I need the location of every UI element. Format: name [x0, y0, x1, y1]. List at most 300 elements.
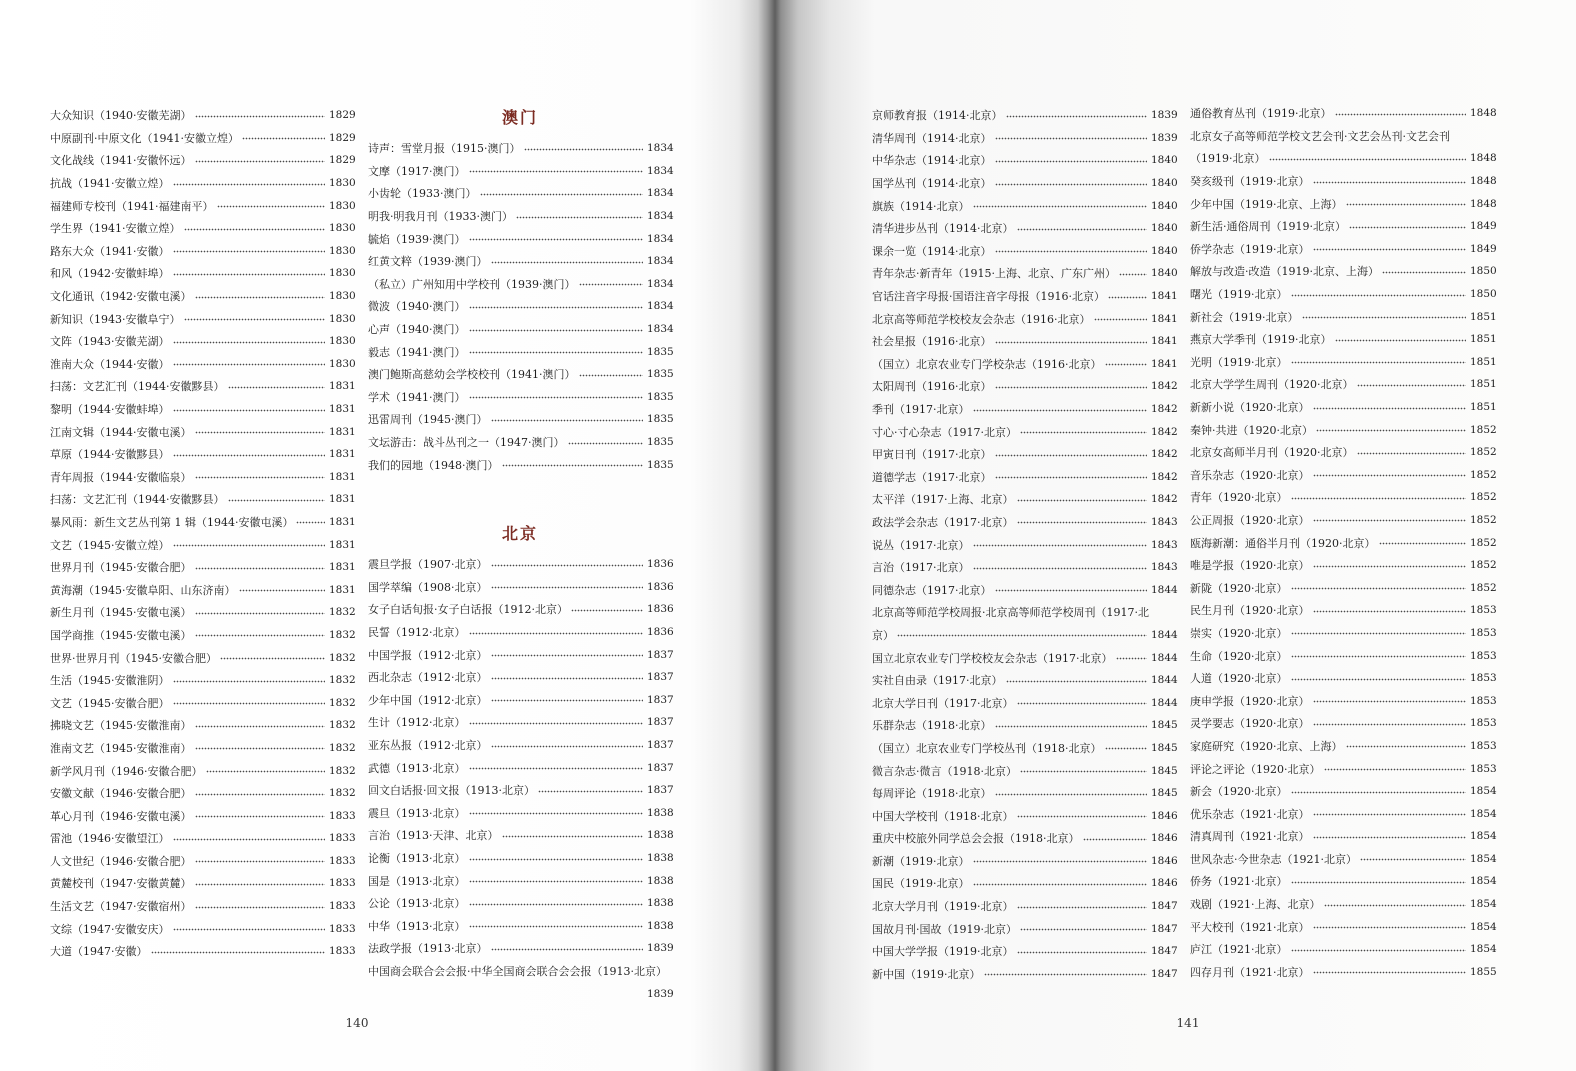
entry-title: 同德杂志（1917·北京） — [872, 583, 992, 597]
entry-title: 少年中国（1912·北京） — [368, 693, 488, 707]
entry-line — [1190, 644, 1495, 667]
index-entry — [872, 172, 1176, 195]
entry-title: 家庭研究（1920·北京、上海） — [1190, 739, 1343, 753]
entry-line — [50, 353, 354, 376]
entry-page-ref: 1842 — [1151, 448, 1178, 461]
entry-line — [872, 782, 1176, 805]
entry-line — [1190, 441, 1495, 464]
entry-title: 解放与改造·改造（1919·北京、上海） — [1190, 265, 1379, 279]
entry-title: 新中国（1919·北京） — [872, 967, 981, 981]
dot-leader — [1291, 678, 1467, 681]
entry-line — [872, 466, 1176, 489]
entry-page-ref: 1834 — [647, 255, 674, 268]
entry-title: 文阵（1943·安徽芜湖） — [50, 335, 170, 349]
entry-line — [50, 804, 354, 827]
entry-line — [872, 127, 1176, 150]
dot-leader — [984, 973, 1148, 976]
entry-line — [50, 737, 354, 760]
entry-title: 寸心·寸心杂志（1917·北京） — [872, 425, 1017, 439]
dot-leader — [571, 609, 643, 612]
entry-line — [872, 669, 1176, 692]
dot-leader — [579, 374, 644, 377]
dot-leader — [995, 793, 1148, 796]
entry-page-ref: 1832 — [329, 674, 356, 687]
dot-leader — [220, 657, 325, 660]
entry-line — [872, 353, 1176, 376]
entry-title: 乐群杂志（1918·北京） — [872, 719, 992, 733]
entry-title: 清真周刊（1921·北京） — [1190, 830, 1310, 844]
index-entry — [50, 578, 354, 601]
entry-title: 毅志（1941·澳门） — [368, 345, 466, 359]
index-entry — [50, 194, 354, 217]
index-entry — [50, 217, 354, 240]
index-entry — [1190, 373, 1495, 396]
index-entry — [368, 779, 672, 802]
entry-line — [1190, 509, 1495, 532]
entry-title: 生计（1912·北京） — [368, 716, 466, 730]
entry-page-ref: 1852 — [1470, 491, 1497, 504]
entry-line — [1190, 396, 1495, 419]
index-entry — [872, 127, 1176, 150]
dot-leader — [469, 170, 644, 173]
entry-page-ref: 1853 — [1470, 762, 1497, 775]
entry-page-ref: 1832 — [329, 741, 356, 754]
entry-title: 拂晓文艺（1945·安徽淮南） — [50, 719, 192, 733]
entry-line — [872, 307, 1176, 330]
dot-leader — [1017, 521, 1148, 524]
entry-line — [50, 850, 354, 873]
index-entry — [368, 937, 672, 960]
entry-line — [1190, 125, 1495, 148]
entry-page-ref: 1852 — [1470, 423, 1497, 436]
entry-title: 中国学报（1912·北京） — [368, 648, 488, 662]
index-entry — [872, 872, 1176, 895]
index-entry — [872, 533, 1176, 556]
entry-line — [368, 643, 672, 666]
entry-title: 旗族（1914·北京） — [872, 199, 970, 213]
entry-title: 青年杂志·新青年（1915·上海、北京、广东广州） — [872, 267, 1116, 281]
entry-page-ref: 1853 — [1470, 626, 1497, 639]
entry-line — [872, 827, 1176, 850]
entry-page-ref: 1847 — [1151, 967, 1178, 980]
entry-page-ref: 1835 — [647, 345, 674, 358]
entry-line — [50, 511, 354, 534]
entry-line — [872, 240, 1176, 263]
entry-page-ref: 1854 — [1470, 830, 1497, 843]
entry-page-ref: 1842 — [1151, 493, 1178, 506]
entry-line — [872, 940, 1176, 963]
entry-title: 癸亥级刊（1919·北京） — [1190, 175, 1310, 189]
dot-leader — [173, 363, 326, 366]
entry-page-ref: 1844 — [1151, 651, 1178, 664]
index-entry — [50, 262, 354, 285]
entry-line — [50, 533, 354, 556]
entry-page-ref: 1831 — [329, 448, 356, 461]
dot-leader — [491, 699, 644, 702]
entry-line — [50, 466, 354, 489]
entry-page-ref: 1854 — [1470, 875, 1497, 888]
entry-page-ref: 1830 — [329, 222, 356, 235]
entry-title: 世风杂志·今世杂志（1921·北京） — [1190, 852, 1357, 866]
entry-line — [872, 488, 1176, 511]
entry-title: 甲寅日刊（1917·北京） — [872, 448, 992, 462]
index-entry — [368, 711, 672, 734]
entry-title: 人道（1920·北京） — [1190, 672, 1288, 686]
entry-title: 黄麓校刊（1947·安徽黄麓） — [50, 877, 192, 891]
entry-line — [368, 598, 672, 621]
entry-page-ref: 1843 — [1151, 561, 1178, 574]
entry-title: 大众知识（1940·安徽芜湖） — [50, 109, 192, 123]
index-entry — [872, 714, 1176, 737]
index-entry — [368, 824, 672, 847]
entry-page-ref: 1844 — [1151, 583, 1178, 596]
entry-line — [872, 511, 1176, 534]
index-entry — [368, 576, 672, 599]
index-entry — [50, 353, 354, 376]
index-entry — [872, 556, 1176, 579]
entry-page-ref: 1834 — [647, 142, 674, 155]
entry-line — [872, 601, 1176, 624]
entry-line — [50, 646, 354, 669]
entry-title: 文坛游击：战斗丛刊之一（1947·澳门） — [368, 436, 565, 450]
dot-leader — [1324, 904, 1467, 907]
entry-page-ref: 1842 — [1151, 425, 1178, 438]
entry-page-ref: 1833 — [329, 945, 356, 958]
entry-page-ref: 1830 — [329, 335, 356, 348]
entry-page-ref: 1851 — [1470, 310, 1497, 323]
entry-title: 心声（1940·澳门） — [368, 323, 466, 337]
dot-leader — [1313, 474, 1467, 477]
entry-page-ref: 1853 — [1470, 649, 1497, 662]
entry-title: 平大校刊（1921·北京） — [1190, 920, 1310, 934]
entry-line — [50, 127, 354, 150]
entry-line — [50, 443, 354, 466]
entry-page-ref: 1835 — [647, 390, 674, 403]
index-entry — [1190, 215, 1495, 238]
entry-line — [50, 420, 354, 443]
dot-leader — [1313, 248, 1467, 251]
index-entry — [1190, 192, 1495, 215]
dot-leader — [973, 883, 1148, 886]
entry-page-ref: 1847 — [1151, 945, 1178, 958]
dot-leader — [469, 238, 644, 241]
entry-page-ref: 1833 — [329, 922, 356, 935]
entry-page-ref: 1830 — [329, 267, 356, 280]
dot-leader — [491, 261, 644, 264]
dot-leader — [973, 544, 1148, 547]
entry-line — [50, 217, 354, 240]
index-entry — [1190, 509, 1495, 532]
index-entry — [1190, 915, 1495, 938]
index-entry — [50, 691, 354, 714]
index-entry — [50, 782, 354, 805]
entry-title: 评论之评论（1920·北京） — [1190, 762, 1321, 776]
entry-title: 新知识（1943·安徽阜宁） — [50, 312, 181, 326]
entry-line — [872, 285, 1176, 308]
entry-page-ref: 1852 — [1470, 559, 1497, 572]
dot-leader — [1313, 836, 1467, 839]
entry-page-ref: 1830 — [329, 177, 356, 190]
entry-page-ref: 1845 — [1151, 764, 1178, 777]
entry-page-ref: 1848 — [1470, 175, 1497, 188]
entry-title: 北京高等师范学校周报·北京高等师范学校周刊（1917·北 — [872, 606, 1149, 620]
dot-leader — [469, 767, 644, 770]
entry-line — [368, 227, 672, 250]
index-entry — [1190, 351, 1495, 374]
dot-leader — [151, 951, 326, 954]
entry-title: 草原（1944·安徽黟县） — [50, 448, 170, 462]
entry-page-ref: 1842 — [1151, 403, 1178, 416]
entry-line — [368, 453, 672, 476]
dot-leader — [568, 442, 644, 445]
entry-page-ref: 1844 — [1151, 674, 1178, 687]
entry-title: 新陇（1920·北京） — [1190, 581, 1288, 595]
dot-leader — [1020, 431, 1147, 434]
index-entry — [50, 307, 354, 330]
entry-title: 社会星报（1916·北京） — [872, 335, 992, 349]
entry-title: 公正周报（1920·北京） — [1190, 513, 1310, 527]
index-entry — [50, 737, 354, 760]
dot-leader — [1313, 926, 1467, 929]
index-entry — [872, 420, 1176, 443]
index-entry — [872, 375, 1176, 398]
entry-title: 文化战线（1941·安徽怀远） — [50, 154, 192, 168]
entry-page-ref: 1851 — [1470, 401, 1497, 414]
dot-leader — [1291, 655, 1467, 658]
entry-title: （国立）北京农业专门学校杂志（1916·北京） — [872, 357, 1102, 371]
entry-title: 清华周刊（1914·北京） — [872, 131, 992, 145]
entry-line — [1190, 147, 1495, 170]
entry-line — [50, 149, 354, 172]
entry-title: 崇实（1920·北京） — [1190, 626, 1288, 640]
dot-leader — [1017, 228, 1148, 231]
dot-leader — [1346, 745, 1467, 748]
entry-title: 政法学会杂志（1917·北京） — [872, 515, 1014, 529]
dot-leader — [173, 183, 326, 186]
entry-title: 戏剧（1921·上海、北京） — [1190, 898, 1321, 912]
entry-title: 庐江（1921·北京） — [1190, 943, 1288, 957]
dot-leader — [1291, 949, 1467, 952]
dot-leader — [173, 838, 326, 841]
dot-leader — [1346, 203, 1467, 206]
entry-title: 国是（1913·北京） — [368, 874, 466, 888]
entry-title: 每周评论（1918·北京） — [872, 787, 992, 801]
dot-leader — [995, 137, 1148, 140]
entry-title: 课余一览（1914·北京） — [872, 244, 992, 258]
entry-title: 革心月刊（1946·安徽屯溪） — [50, 809, 192, 823]
entry-page-ref: 1854 — [1470, 785, 1497, 798]
entry-title: 女子白话旬报·女子白话报（1912·北京） — [368, 603, 568, 617]
index-entry — [1190, 486, 1495, 509]
entry-line — [1190, 667, 1495, 690]
entry-title: 唯是学报（1920·北京） — [1190, 559, 1310, 573]
entry-page-ref: 1835 — [647, 458, 674, 471]
dot-leader — [217, 205, 326, 208]
entry-title: 瓯海新潮：通俗半月刊（1920·北京） — [1190, 536, 1376, 550]
entry-page-ref: 1840 — [1151, 177, 1178, 190]
entry-page-ref: 1854 — [1470, 943, 1497, 956]
index-entry — [1190, 418, 1495, 441]
entry-line — [1190, 305, 1495, 328]
dot-leader — [1316, 429, 1466, 432]
entry-line — [368, 779, 672, 802]
entry-page-ref: 1849 — [1470, 220, 1497, 233]
dot-leader — [1382, 271, 1466, 274]
entry-page-ref: 1831 — [329, 425, 356, 438]
entry-page-ref: 1831 — [329, 470, 356, 483]
index-entry — [368, 340, 672, 363]
entry-line — [1190, 373, 1495, 396]
entry-line — [872, 850, 1176, 873]
entry-page-ref: 1838 — [647, 806, 674, 819]
entry-page-ref: 1850 — [1470, 265, 1497, 278]
dot-leader — [579, 283, 644, 286]
entry-page-ref: 1840 — [1151, 267, 1178, 280]
index-entry — [50, 624, 354, 647]
entry-page-ref: 1833 — [329, 877, 356, 890]
entry-line — [368, 915, 672, 938]
entry-title: 国学商推（1945·安徽屯溪） — [50, 628, 192, 642]
entry-title: 扫荡：文艺汇刊（1944·安徽黟县） — [50, 493, 225, 507]
entry-line — [1190, 802, 1495, 825]
entry-line — [368, 205, 672, 228]
dot-leader — [195, 634, 326, 637]
index-entry — [368, 160, 672, 183]
dot-leader — [1291, 361, 1467, 364]
entry-title: 武德（1913·北京） — [368, 761, 466, 775]
dot-leader — [239, 589, 326, 592]
dot-leader — [173, 409, 326, 412]
entry-title: 北京大学学生周刊（1920·北京） — [1190, 378, 1354, 392]
dot-leader — [1313, 971, 1467, 974]
dot-leader — [995, 454, 1148, 457]
entry-line — [1190, 893, 1495, 916]
entry-title: 庚申学报（1920·北京） — [1190, 694, 1310, 708]
index-entry — [50, 285, 354, 308]
index-entry — [872, 511, 1176, 534]
entry-title: 曙光（1919·北京） — [1190, 288, 1288, 302]
index-entry — [1190, 599, 1495, 622]
entry-title: 文摩（1917·澳门） — [368, 164, 466, 178]
entry-page-ref: 1855 — [1470, 965, 1497, 978]
dot-leader — [1357, 452, 1467, 455]
entry-title: 京师教育报（1914·北京） — [872, 109, 1003, 123]
entry-title: 言治（1917·北京） — [872, 561, 970, 575]
entry-line — [872, 691, 1176, 714]
entry-title: （国立）北京农业专门学校丛刊（1918·北京） — [872, 741, 1102, 755]
index-section — [368, 519, 672, 1005]
entry-title: 大道（1947·安徽） — [50, 945, 148, 959]
dot-leader — [1083, 838, 1148, 841]
index-entry — [368, 960, 672, 1005]
index-entry — [368, 182, 672, 205]
entry-page-ref: 1837 — [647, 716, 674, 729]
dot-leader — [195, 793, 326, 796]
entry-title: 灵学要志（1920·北京） — [1190, 717, 1310, 731]
index-entry — [872, 850, 1176, 873]
entry-line — [368, 576, 672, 599]
entry-page-ref: 1853 — [1470, 739, 1497, 752]
entry-title: 淮南大众（1944·安徽） — [50, 357, 170, 371]
right-page — [772, 0, 1576, 1071]
entry-line — [872, 443, 1176, 466]
dot-leader — [173, 250, 326, 253]
entry-line — [50, 669, 354, 692]
index-entry — [50, 488, 354, 511]
entry-title: 扫荡：文艺汇刊（1944·安徽黟县） — [50, 380, 225, 394]
entry-title: 青年（1920·北京） — [1190, 491, 1288, 505]
entry-page-ref: 1848 — [1470, 107, 1497, 120]
entry-line — [872, 149, 1176, 172]
entry-page-ref: 1846 — [1151, 832, 1178, 845]
entry-line — [1190, 418, 1495, 441]
dot-leader — [1116, 657, 1148, 660]
index-entry — [1190, 576, 1495, 599]
dot-leader — [1313, 813, 1467, 816]
entry-line — [368, 982, 672, 1005]
index-entry — [50, 669, 354, 692]
entry-title: 和风（1942·安徽蚌埠） — [50, 267, 170, 281]
dot-leader — [1349, 226, 1466, 229]
entry-title: 世界·世界月刊（1945·安徽合肥） — [50, 651, 217, 665]
index-entry — [50, 398, 354, 421]
index-entry — [872, 488, 1176, 511]
entry-line — [1190, 576, 1495, 599]
index-entry — [50, 759, 354, 782]
entry-page-ref: 1852 — [1470, 536, 1497, 549]
entry-line — [368, 431, 672, 454]
entry-title: 澳门鲍斯高慈幼会学校校刊（1941·澳门） — [368, 368, 576, 382]
dot-leader — [1324, 768, 1467, 771]
entry-title: 中原副刊·中原文化（1941·安徽立煌） — [50, 131, 239, 145]
entry-title: 清华进步丛刊（1914·北京） — [872, 222, 1014, 236]
entry-line — [50, 240, 354, 263]
index-entry — [368, 250, 672, 273]
entry-line — [872, 759, 1176, 782]
dot-leader — [1291, 881, 1467, 884]
entry-page-ref: 1832 — [329, 787, 356, 800]
entry-line — [368, 273, 672, 296]
entry-line — [368, 824, 672, 847]
entry-line — [50, 691, 354, 714]
dot-leader — [1313, 610, 1467, 613]
entry-page-ref: 1851 — [1470, 378, 1497, 391]
dot-leader — [469, 925, 644, 928]
dot-leader — [491, 745, 644, 748]
dot-leader — [1313, 181, 1467, 184]
dot-leader — [242, 137, 325, 140]
dot-leader — [173, 341, 326, 344]
index-entry — [50, 127, 354, 150]
index-entry — [50, 827, 354, 850]
entry-line — [50, 940, 354, 963]
entry-title: 言治（1913·天津、北京） — [368, 829, 499, 843]
index-entry — [368, 205, 672, 228]
dot-leader — [1291, 791, 1467, 794]
index-entry — [872, 646, 1176, 669]
dot-leader — [228, 386, 326, 389]
dot-leader — [491, 419, 644, 422]
entry-page-ref: 1835 — [647, 436, 674, 449]
dot-leader — [228, 499, 326, 502]
entry-page-ref: 1835 — [647, 368, 674, 381]
dot-leader — [195, 612, 326, 615]
dot-leader — [173, 273, 326, 276]
index-entry — [368, 915, 672, 938]
entry-line — [50, 375, 354, 398]
entry-page-ref: 1841 — [1151, 290, 1178, 303]
entry-page-ref: 1852 — [1470, 468, 1497, 481]
